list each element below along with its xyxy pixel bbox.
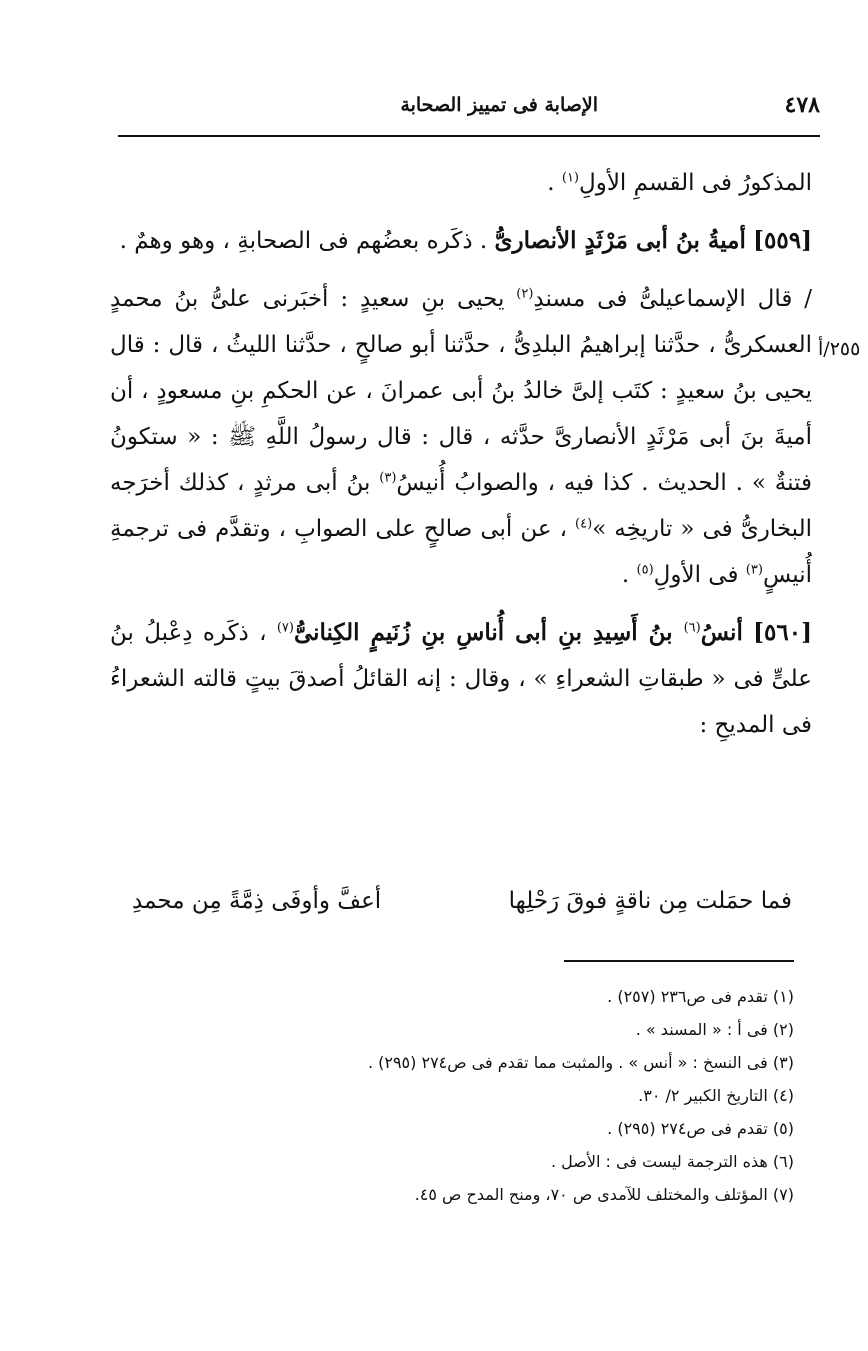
text: . — [547, 170, 562, 196]
entry-text: . ذكَره بعضُهم فى الصحابةِ ، وهو وهمٌ . — [119, 228, 488, 254]
paragraph-1 — [110, 160, 812, 206]
footnote-marker: (٧) — [276, 620, 294, 636]
paragraph-3 — [110, 276, 812, 598]
text: ، عن أبى صالحٍ على الصوابِ ، وتقدَّم فى ترجمةِ أُنيسٍ — [110, 516, 812, 588]
footnote-marker: (٥) — [636, 562, 654, 578]
text: فى الأولِ — [653, 562, 746, 588]
text: بنُ أبى مرثدٍ ، كذلك أخرَجه البخارىُّ فى « تاريخِه » — [110, 470, 812, 542]
text: / قال الإسماعيلىُّ فى مسندِ — [533, 286, 812, 312]
footnote-marker: (٤) — [575, 516, 593, 532]
footnotes — [110, 980, 794, 1211]
footnote: (٧) المؤتلف والمختلف للآمدى ص ٧٠، ومنح المدح ص ٤٥. — [414, 1185, 794, 1204]
footnote: (٥) تقدم فى ص٢٧٤ (٢٩٥) . — [607, 1119, 794, 1138]
footnote: (٢) فى أ : « المسند » . — [635, 1020, 794, 1039]
margin-folio-reference: ٢٥٥/أ — [818, 338, 861, 360]
verse-hemistich-2: أعفَّ وأوفَى ذِمَّةً مِن محمدِ — [132, 888, 382, 914]
entry-text: ، ذكَره دِعْبلُ بنُ علىٍّ فى « طبقاتِ الشعراءِ » ، وقال : إنه القائلُ أصدقَ بيتٍ قالته الشعراءُ فى المديحِ : — [110, 620, 812, 738]
text: . — [621, 562, 637, 588]
verse-hemistich-1: فما حمَلت مِن ناقةٍ فوقَ رَحْلِها — [508, 888, 792, 914]
entry-name-continued: بنُ أَسِيدِ بنِ أبى أُناسِ بنِ زُنَيمٍ الكِنانىُّ — [293, 619, 684, 646]
entry-name: أنسُ — [700, 619, 743, 646]
footnote: (٦) هذه الترجمة ليست فى : الأصل . — [550, 1152, 794, 1171]
footnote-marker: (٣) — [745, 562, 763, 578]
entry-559 — [110, 218, 812, 264]
main-text — [110, 160, 812, 760]
entry-number: [٥٥٩] — [753, 227, 812, 254]
footnote-marker: (٦) — [683, 620, 701, 636]
page-header — [118, 86, 820, 126]
footnote-marker: (١) — [561, 170, 579, 186]
entry-560 — [110, 610, 812, 748]
footnote: (١) تقدم فى ص٢٣٦ (٢٥٧) . — [607, 987, 794, 1006]
page-number: ٤٧٨ — [784, 92, 820, 118]
text: المذكورُ فى القسمِ الأولِ — [579, 170, 812, 196]
footnote-marker: (٣) — [379, 470, 397, 486]
header-rule — [118, 135, 820, 137]
footnote-marker: (٢) — [516, 286, 534, 302]
entry-number: [٥٦٠] — [753, 619, 812, 646]
poetry-verse — [132, 878, 792, 924]
entry-name: أميةُ بنُ أبى مَرْثَدٍ الأنصارىُّ — [494, 227, 746, 254]
footnote: (٣) فى النسخ : « أنس » . والمثبت مما تقدم فى ص٢٧٤ (٢٩٥) . — [367, 1053, 794, 1072]
text: يحيى بنِ سعيدٍ : أخبَرنى علىُّ بنُ محمدٍ العسكرىُّ ، حدَّثنا إبراهيمُ البلدِىُّ ، حدَّثنا أبو صالحٍ ، حدَّثنا الليثُ ، قال : قال يحيى بنُ سعيدٍ : كتَب إلىَّ خالدُ بنُ أبى عمرانَ ، عن الحكمِ بنِ مسعودٍ ، أن أميةَ بنَ أبى مَرْثَدٍ الأنصارىَّ حدَّثه ، قال : قال رسولُ اللَّهِ ﷺ : « ستكونُ فتنةٌ » . الحديث . كذا فيه ، والصوابُ أُنيسُ — [110, 286, 812, 496]
running-title: الإصابة فى تمييز الصحابة — [400, 94, 598, 116]
footnote: (٤) التاريخ الكبير ٢/ ٣٠. — [638, 1086, 794, 1105]
footnote-rule — [564, 960, 794, 962]
